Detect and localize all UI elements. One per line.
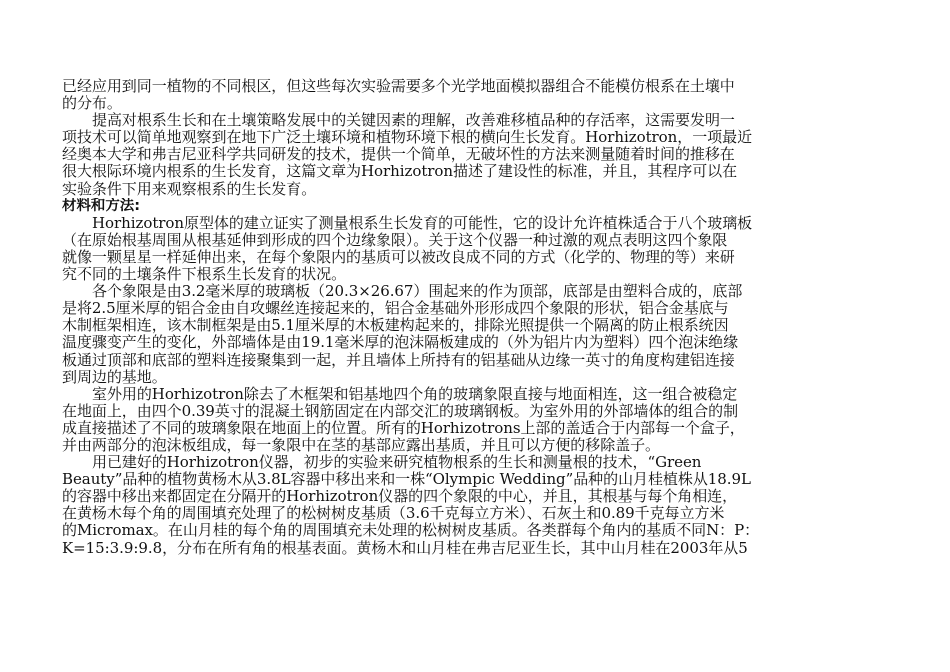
text-line: 各个象限是由3.2毫米厚的玻璃板（20.3×26.67）围起来的作为顶部，底部是由塑料合成的，底部	[92, 283, 743, 301]
text-line: 很大根际环境内根系的生长发育，这篇文章为Horhizotron描述了建设性的标准，并且，其程序可以在	[62, 163, 738, 181]
text-line: 项技术可以简单地观察到在地下广泛土壤环境和植物环境下根的横向生长发育。Horhizotron，一项最近	[62, 129, 753, 147]
text-line: 已经应用到同一植物的不同根区，但这些每次实验需要多个光学地面模拟器组合不能模仿根系在土壤中	[62, 78, 735, 95]
text-line: 实验条件下用来观察根系的生长发育。	[62, 180, 317, 198]
text-line: 的容器中移出来都固定在分隔开的Horhizotron仪器的四个象限的中心，并且，其根基与每个角相连，	[62, 488, 738, 506]
text-line: 室外用的Horhizotron除去了木框架和铝基地四个角的玻璃象限直接与地面相连，这一组合被稳定	[92, 385, 738, 403]
text-line: 就像一颗星星一样延伸出来，在每个象限内的基质可以被改良成不同的方式（化学的、物理的等）来研	[62, 248, 735, 266]
text-line: 板通过顶部和底部的塑料连接聚集到一起，并且墙体上所持有的铝基础从边缘一英寸的角度构建铝连接	[62, 351, 735, 369]
text-line: 成直接描述了不同的玻璃象限在地面上的位置。所有的Horhizotrons上部的盖适合于内部每一个盒子，	[62, 419, 745, 437]
text-line: 究不同的土壤条件下根系生长发育的状况。	[62, 266, 347, 284]
text-line: Beauty”品种的植物黄杨木从3.8L容器中移出来和一株“Olympic Wedding”品种的山月桂植株从18.9L	[62, 471, 751, 489]
text-line: 用已建好的Horhizotron仪器，初步的实验来研究植物根系的生长和测量根的技术，“Green	[92, 454, 702, 472]
document-page	[62, 78, 888, 557]
text-line: 是将2.5厘米厚的铝合金由自攻螺丝连接起来的，铝合金基础外形形成四个象限的形状，铝合金基底与	[62, 300, 729, 318]
text-line: 的分布。	[62, 95, 122, 113]
text-line: 木制框架相连，该木制框架是由5.1厘米厚的木板建构起来的，排除光照提供一个隔离的防止根系统因	[62, 317, 729, 335]
section-heading: 材料和方法:	[62, 197, 140, 214]
text-line: 在地面上，由四个0.39英寸的混凝土钢筋固定在内部交汇的玻璃钢板。为室外用的外部墙体的组合的制	[62, 402, 739, 420]
text-line: 到周边的基地。	[62, 368, 167, 386]
text-line: 经奥本大学和弗吉尼亚科学共同研发的技术，提供一个简单，无破坏性的方法来测量随着时间的推移在	[62, 146, 735, 164]
text-line: 并由两部分的泡沫板组成，每一象限中在茎的基部应露出基质，并且可以方便的移除盖子。	[62, 436, 661, 454]
text-line: 提高对根系生长和在土壤策略发展中的关键因素的理解，改善难移植品种的存活率，这需要发明一	[92, 112, 735, 130]
text-line: 温度骤变产生的变化，外部墙体是由19.1毫米厚的泡沫隔板建成的（外为铝片内为塑料）四个泡沫绝缘	[62, 334, 739, 352]
text-line: 的Micromax。在山月桂的每个角的周围填充未处理的松树树皮基质。各类群每个角内的基质不同N：P：	[62, 522, 760, 540]
text-line: （在原始根基周围从根基延伸到形成的四个边缘象限）。关于这个仪器一种过激的观点表明这四个象限	[62, 231, 728, 249]
text-line: K=15:3.9:9.8，分布在所有角的根基表面。黄杨木和山月桂在弗吉尼亚生长，其中山月桂在2003年从5	[62, 539, 748, 557]
text-line: 在黄杨木每个角的周围填充处理了的松树树皮基质（3.6千克每立方米）、石灰土和0.89千克每立方米	[62, 505, 725, 523]
text-line: Horhizotron原型体的建立证实了测量根系生长发育的可能性，它的设计允许植株适合于八个玻璃板	[92, 214, 753, 232]
